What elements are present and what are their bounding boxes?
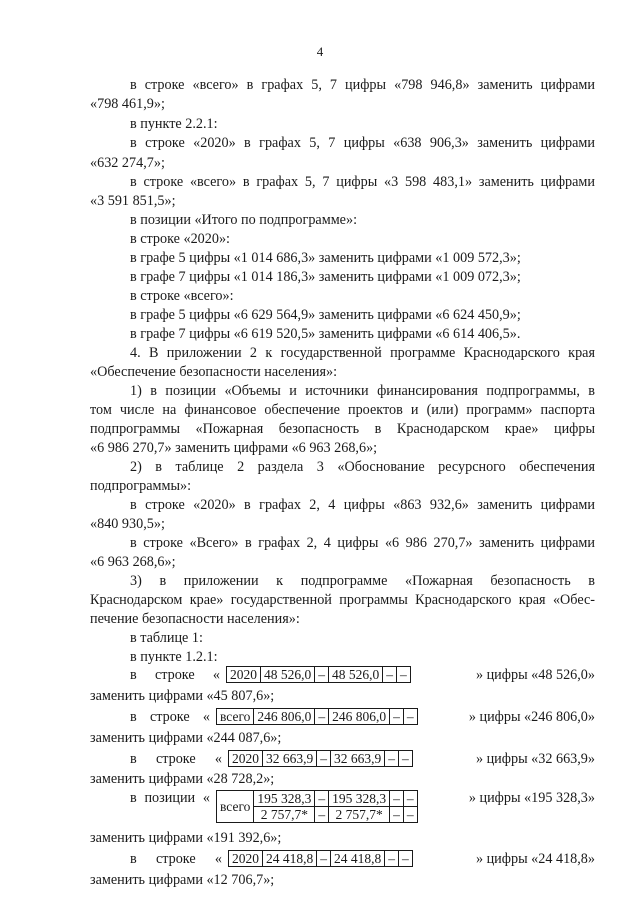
word-v: в <box>130 850 137 867</box>
table-cell: 32 663,9 <box>263 751 317 767</box>
text-line: 1) в позиции «Объемы и источники финансирования подпрограммы, в <box>130 383 595 399</box>
inline-table-row <box>130 666 595 683</box>
inline-table-row <box>130 708 595 725</box>
text-line: «6 963 268,6»; <box>90 554 176 570</box>
table-cell: – <box>403 791 417 807</box>
text-line: заменить цифрами «28 728,2»; <box>90 771 275 787</box>
table-cell: 246 806,0 <box>329 709 390 725</box>
table-cell: 195 328,3 <box>329 791 390 807</box>
page-number: 4 <box>316 44 324 59</box>
text-line: в строке «всего» в графах 5, 7 цифры «798 946,8» заменить цифрами <box>130 77 595 93</box>
text-line: Краснодарском крае» государственной программы Краснодарского края «Обес- <box>90 592 595 608</box>
table-cell: – <box>317 851 331 867</box>
replacement-text: » цифры «24 418,8» <box>475 850 595 867</box>
text-line: в графе 5 цифры «6 629 564,9» заменить цифрами «6 624 450,9»; <box>130 307 521 323</box>
text-line: в строке «2020»: <box>130 231 230 247</box>
table-cell: всего <box>217 709 254 725</box>
table-cell: – <box>403 807 417 823</box>
open-quote: « <box>202 790 210 806</box>
text-line: в графе 7 цифры «6 619 520,5» заменить цифрами «6 614 406,5». <box>130 326 521 342</box>
inline-table <box>216 790 418 823</box>
text-line: «6 986 270,7» заменить цифрами «6 963 268,6»; <box>90 440 378 456</box>
table-cell: всего <box>217 791 254 823</box>
table-cell: 2020 <box>227 667 261 683</box>
text-line: в графе 5 цифры «1 014 686,3» заменить цифрами «1 009 572,3»; <box>130 250 521 266</box>
table-cell: 32 663,9 <box>331 751 385 767</box>
text-line: «Обеспечение безопасности населения»: <box>90 364 338 380</box>
text-line: в графе 7 цифры «1 014 186,3» заменить цифрами «1 009 072,3»; <box>130 269 521 285</box>
table-cell: 24 418,8 <box>263 851 317 867</box>
text-line: «840 930,5»; <box>90 516 165 532</box>
text-line: подпрограммы»: <box>90 478 192 494</box>
table-cell: 48 526,0 <box>329 667 383 683</box>
table-cell: – <box>385 851 399 867</box>
text-line: в пункте 2.2.1: <box>130 116 218 132</box>
text-line: заменить цифрами «191 392,6»; <box>90 830 282 846</box>
text-line: в таблице 1: <box>130 630 203 646</box>
table-cell: – <box>315 667 329 683</box>
text-line: «3 591 851,5»; <box>90 193 176 209</box>
replacement-text: » цифры «48 526,0» <box>475 666 595 683</box>
table-cell: 2 757,7* <box>254 807 315 823</box>
inline-table-row <box>130 790 595 823</box>
text-line: «798 461,9»; <box>90 96 165 112</box>
table-cell: – <box>315 791 329 807</box>
open-quote: « <box>212 666 220 683</box>
text-line: заменить цифрами «12 706,7»; <box>90 872 275 888</box>
inline-table <box>216 708 418 725</box>
text-line: заменить цифрами «45 807,6»; <box>90 688 275 704</box>
open-quote: « <box>214 750 222 767</box>
table-cell: – <box>317 751 331 767</box>
table-cell: 2020 <box>229 851 263 867</box>
text-line: в строке «всего»: <box>130 288 234 304</box>
table-cell: – <box>403 709 417 725</box>
table-cell: 48 526,0 <box>261 667 315 683</box>
table-cell: – <box>390 791 404 807</box>
open-quote: « <box>214 850 222 867</box>
text-line: 3) в приложении к подпрограмме «Пожарная безопасность в <box>130 573 595 589</box>
text-line: подпрограммы «Пожарная безопасность в Краснодарском крае» цифры <box>90 421 595 437</box>
text-line: печение безопасности населения»: <box>90 611 300 627</box>
word-stroke: строке <box>149 708 190 725</box>
text-line: в строке «Всего» в графах 2, 4 цифры «6 986 270,7» заменить цифрами <box>130 535 595 551</box>
table-cell: 2 757,7* <box>329 807 390 823</box>
text-line: заменить цифрами «244 087,6»; <box>90 730 282 746</box>
text-line: в пункте 1.2.1: <box>130 649 218 665</box>
text-line: «632 274,7»; <box>90 155 165 171</box>
table-cell: – <box>383 667 397 683</box>
text-line: 4. В приложении 2 к государственной программе Краснодарского края <box>130 345 595 361</box>
inline-table-row <box>130 750 595 767</box>
table-cell: – <box>315 807 329 823</box>
word-v: в <box>130 666 137 683</box>
inline-table-row <box>130 850 595 867</box>
text-line: в позиции «Итого по подпрограмме»: <box>130 212 358 228</box>
word-v: в <box>130 708 137 725</box>
inline-table <box>228 750 413 767</box>
table-cell: – <box>390 709 404 725</box>
word-stroke: строке <box>155 750 196 767</box>
word-stroke: строке <box>154 666 195 683</box>
table-cell: 246 806,0 <box>254 709 315 725</box>
table-cell: – <box>385 751 399 767</box>
text-line: 2) в таблице 2 раздела 3 «Обоснование ресурсного обеспечения <box>130 459 595 475</box>
table-cell: – <box>397 667 411 683</box>
table-cell: 24 418,8 <box>331 851 385 867</box>
replacement-text: » цифры «246 806,0» <box>468 708 595 725</box>
inline-table <box>226 666 411 683</box>
inline-table <box>228 850 413 867</box>
table-cell: – <box>399 851 413 867</box>
text-line: в строке «2020» в графах 5, 7 цифры «638 906,3» заменить цифрами <box>130 135 595 151</box>
open-quote: « <box>202 708 210 725</box>
table-cell: 195 328,3 <box>254 791 315 807</box>
table-cell: 2020 <box>229 751 263 767</box>
text-line: в строке «всего» в графах 5, 7 цифры «3 598 483,1» заменить цифрами <box>130 174 595 190</box>
word-pozicii: позиции <box>144 790 196 806</box>
text-line: том числе на финансовое обеспечение проектов и (или) программ» паспорта <box>90 402 595 418</box>
table-cell: – <box>399 751 413 767</box>
replacement-text: » цифры «195 328,3» <box>468 790 595 806</box>
table-cell: – <box>390 807 404 823</box>
text-line: в строке «2020» в графах 2, 4 цифры «863 932,6» заменить цифрами <box>130 497 595 513</box>
table-cell: – <box>315 709 329 725</box>
word-v: в <box>130 790 137 806</box>
replacement-text: » цифры «32 663,9» <box>475 750 595 767</box>
word-stroke: строке <box>155 850 196 867</box>
word-v: в <box>130 750 137 767</box>
